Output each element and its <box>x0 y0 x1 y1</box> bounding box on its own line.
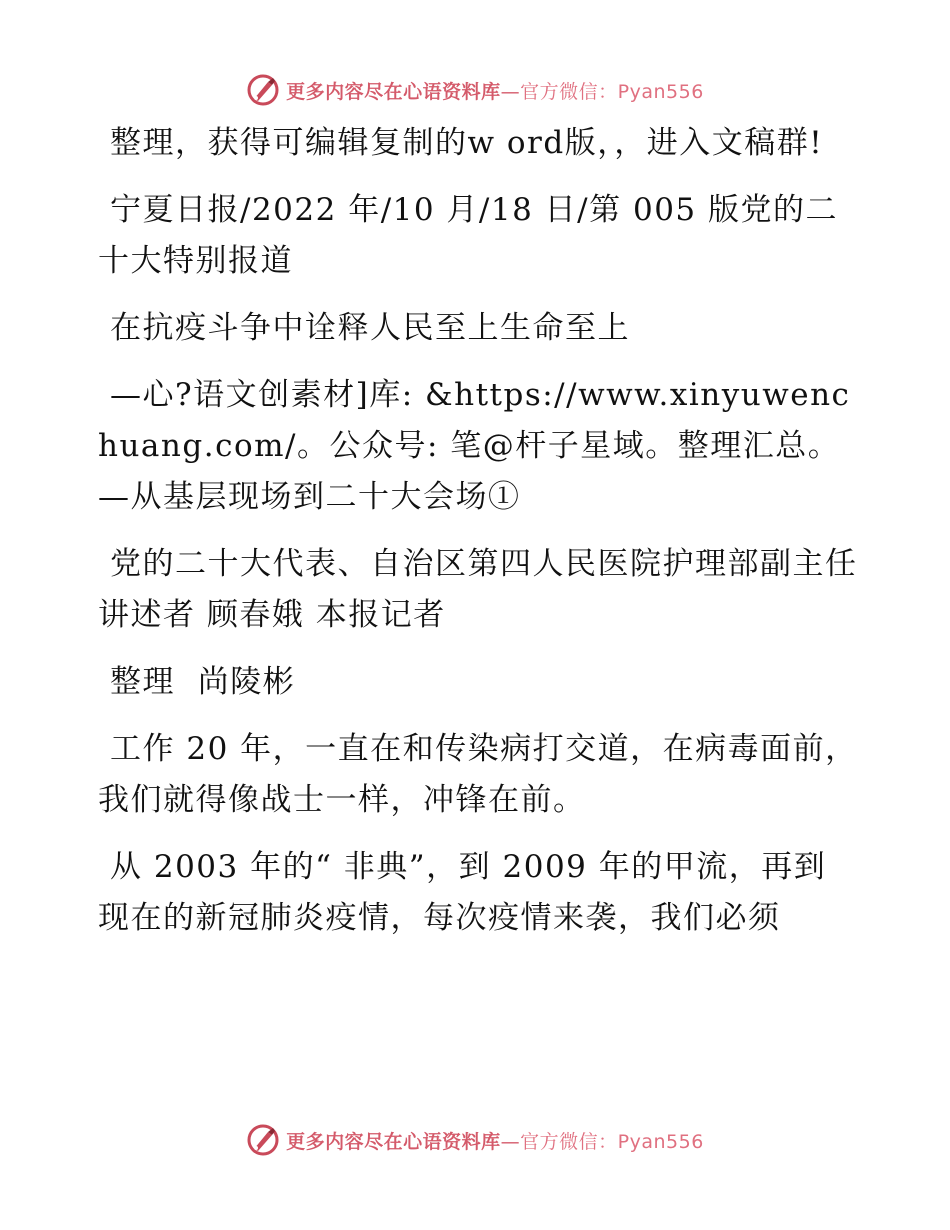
paragraph-2: 宁夏日报/2022 年/10 月/18 日/第 005 版党的二十大特别报道 <box>98 192 839 279</box>
watermark-text <box>286 77 704 104</box>
watermark-text <box>286 1127 704 1154</box>
paragraph-6: 整理 尚陵彬 <box>110 664 296 700</box>
watermark-wechat-text: 官方微信：Pyan556 <box>520 80 704 103</box>
watermark-footer <box>0 1120 950 1160</box>
watermark-wechat-text: 官方微信：Pyan556 <box>520 1130 704 1153</box>
paragraph-8: 从 2003 年的“ 非典”，到 2009 年的甲流，再到现在的新冠肺炎疫情，每次疫情来袭，我们必须 <box>98 849 827 936</box>
quill-pen-logo-icon <box>246 1123 280 1157</box>
paragraph-7: 工作 20 年，一直在和传染病打交道，在病毒面前，我们就得像战士一样，冲锋在前。 <box>98 731 858 818</box>
watermark-dash: — <box>500 1130 521 1153</box>
watermark-dash: — <box>500 80 521 103</box>
watermark-header <box>0 70 950 110</box>
paragraph-3: 在抗疫斗争中诠释人民至上生命至上 <box>110 310 630 346</box>
watermark-site-text: 更多内容尽在心语资料库 <box>286 80 501 103</box>
paragraph-4: —心?语文创素材]库: &https://www.xinyuwenchuang.com/。公众号: 笔@杆子星域。整理汇总。—从基层现场到二十大会场① <box>98 377 851 515</box>
quill-pen-logo-icon <box>246 73 280 107</box>
paragraph-1: 整理，获得可编辑复制的w ord版，，进入文稿群! <box>110 125 824 161</box>
watermark-site-text: 更多内容尽在心语资料库 <box>286 1130 501 1153</box>
document-body <box>98 118 869 960</box>
paragraph-5: 党的二十大代表、自治区第四人民医院护理部副主任 讲述者 顾春娥 本报记者 <box>98 546 869 633</box>
